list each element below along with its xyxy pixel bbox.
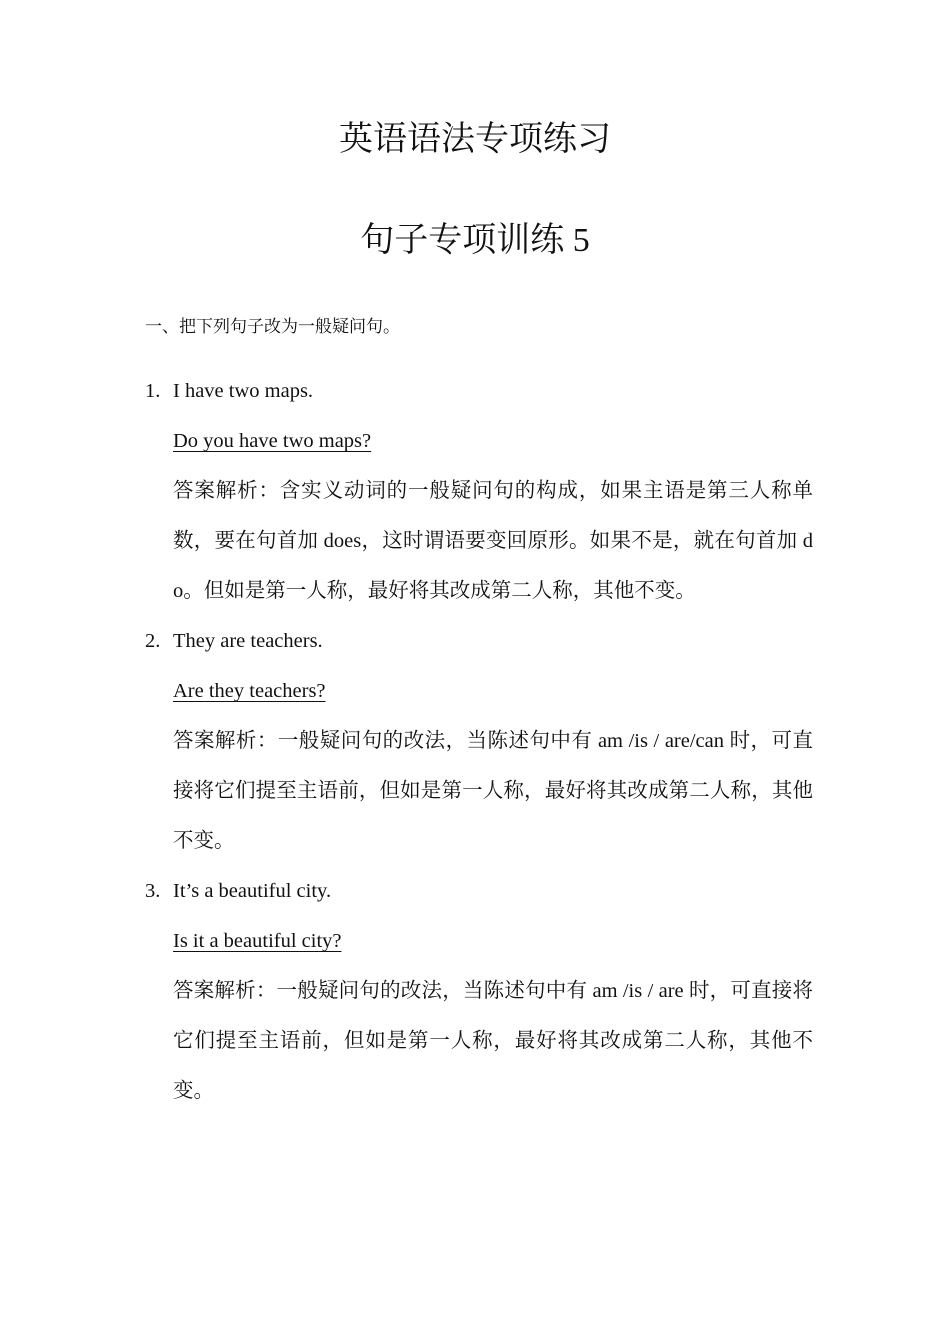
answer-explanation: 答案解析：一般疑问句的改法，当陈述句中有 am /is / are 时，可直接将它们提至主语前，但如是第一人称，最好将其改成第二人称，其他不变。 [173,980,813,1102]
document-title: 英语语法专项练习 [339,121,611,158]
section-heading: 一、把下列句子改为一般疑问句。 [145,317,400,336]
answer-text: Is it a beautiful city? [173,930,342,952]
question-line [0,866,950,916]
document-subtitle: 句子专项训练 5 [360,222,590,259]
question-item [0,866,950,1116]
answer-text: Do you have two maps? [173,430,372,452]
question-number: 2. [145,630,161,652]
question-item [0,616,950,866]
answer-explanation: 答案解析：一般疑问句的改法，当陈述句中有 am /is / are/can 时，可直接将它们提至主语前，但如是第一人称，最好将其改成第二人称，其他不变。 [173,730,813,852]
question-sentence: I have two maps. [173,380,314,402]
question-number: 1. [145,380,161,402]
question-number: 3. [145,880,161,902]
question-item [0,366,950,616]
question-sentence: They are teachers. [173,630,323,652]
answer-text: Are they teachers? [173,680,326,702]
question-list [0,366,950,1116]
question-line [0,616,950,666]
question-line [0,366,950,416]
question-sentence: It’s a beautiful city. [173,880,332,902]
answer-explanation: 答案解析：含实义动词的一般疑问句的构成，如果主语是第三人称单数，要在句首加 does，这时谓语要变回原形。如果不是，就在句首加 do。但如是第一人称，最好将其改成第二人称，其他不变。 [173,480,813,602]
